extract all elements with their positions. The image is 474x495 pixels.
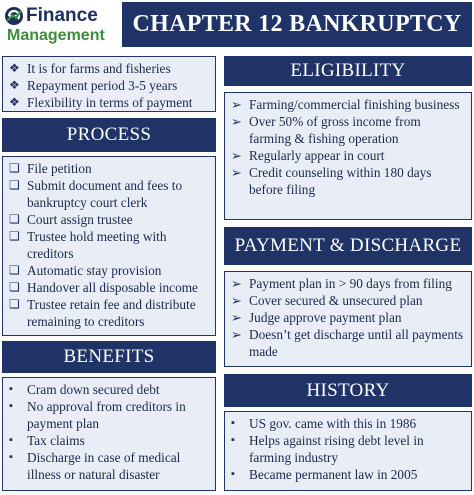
process-list xyxy=(9,160,209,330)
list-item-text: No approval from creditors in payment plan xyxy=(27,399,186,431)
list-item xyxy=(9,177,209,211)
list-item-text: Trustee hold meeting with creditors xyxy=(27,229,167,261)
list-item-text: File petition xyxy=(27,161,92,176)
list-item-text: Doesn’t get discharge until all payments made xyxy=(249,327,464,359)
list-item xyxy=(231,326,465,360)
list-item-text: Regularly appear in court xyxy=(249,148,385,163)
list-item xyxy=(231,432,465,466)
list-item-text: Discharge in case of medical illness or natural disaster xyxy=(27,450,181,482)
checkbox-bullet-icon: ❑ xyxy=(9,263,20,277)
list-item-text: Handover all disposable income xyxy=(27,280,198,295)
square-bullet-icon: ▪ xyxy=(231,417,235,429)
list-item xyxy=(231,113,465,147)
list-item-text: Farming/commercial finishing business xyxy=(249,97,460,112)
square-bullet-icon: ▪ xyxy=(9,434,13,446)
list-item xyxy=(9,279,209,296)
eligibility-heading: ELIGIBILITY xyxy=(224,56,472,86)
list-item-text: Automatic stay provision xyxy=(27,263,162,278)
benefits-list xyxy=(9,381,209,483)
list-item xyxy=(9,262,209,279)
list-item-text: Payment plan in > 90 days from filing xyxy=(249,276,452,291)
finance-management-logo xyxy=(0,0,120,48)
intro-list xyxy=(9,60,209,111)
eligibility-list xyxy=(231,96,465,198)
list-item xyxy=(231,415,465,432)
history-heading: HISTORY xyxy=(224,374,472,407)
list-item xyxy=(231,466,465,483)
benefits-box xyxy=(2,377,216,491)
arrow-bullet-icon: ➢ xyxy=(231,276,242,291)
arrow-bullet-icon: ➢ xyxy=(231,293,242,308)
list-item xyxy=(231,292,465,309)
checkbox-bullet-icon: ❑ xyxy=(9,178,20,192)
list-item xyxy=(9,449,209,483)
checkbox-bullet-icon: ❑ xyxy=(9,229,20,243)
payment-discharge-list xyxy=(231,275,465,360)
list-item xyxy=(9,381,209,398)
list-item-text: Credit counseling within 180 days before filing xyxy=(249,165,432,197)
list-item xyxy=(231,309,465,326)
diamond-bullet-icon: ❖ xyxy=(9,61,20,75)
list-item xyxy=(231,96,465,113)
list-item xyxy=(231,164,465,198)
arrow-bullet-icon: ➢ xyxy=(231,165,242,180)
checkbox-bullet-icon: ❑ xyxy=(9,212,20,226)
arrow-bullet-icon: ➢ xyxy=(231,114,242,129)
square-bullet-icon: ▪ xyxy=(231,468,235,480)
list-item-text: US gov. came with this in 1986 xyxy=(249,416,417,431)
list-item-text: Helps against rising debt level in farming industry xyxy=(249,433,424,465)
square-bullet-icon: ▪ xyxy=(9,383,13,395)
diamond-bullet-icon: ❖ xyxy=(9,95,20,109)
square-bullet-icon: ▪ xyxy=(9,451,13,463)
page-title: CHAPTER 12 BANKRUPTCY xyxy=(122,2,472,47)
benefits-heading: BENEFITS xyxy=(2,341,216,373)
square-bullet-icon: ▪ xyxy=(231,434,235,446)
list-item-text: Tax claims xyxy=(27,433,85,448)
list-item xyxy=(9,398,209,432)
process-heading: PROCESS xyxy=(2,118,216,152)
list-item-text: Court assign trustee xyxy=(27,212,133,227)
history-box xyxy=(224,411,472,491)
square-bullet-icon: ▪ xyxy=(9,400,13,412)
list-item-text: Repayment period 3-5 years xyxy=(27,78,178,93)
payment-discharge-box xyxy=(224,271,472,367)
logo-text-management: Management xyxy=(7,27,105,44)
list-item xyxy=(9,211,209,228)
list-item-text: Became permanent law in 2005 xyxy=(249,467,418,482)
arrow-bullet-icon: ➢ xyxy=(231,310,242,325)
list-item-text: Flexibility in terms of payment xyxy=(27,95,193,110)
process-box xyxy=(2,156,216,336)
list-item-text: Judge approve payment plan xyxy=(249,310,402,325)
list-item-text: Cram down secured debt xyxy=(27,382,160,397)
list-item-text: Cover secured & unsecured plan xyxy=(249,293,423,308)
checkbox-bullet-icon: ❑ xyxy=(9,280,20,294)
eligibility-box xyxy=(224,92,472,220)
payment-discharge-heading: PAYMENT & DISCHARGE xyxy=(224,227,472,265)
logo-text-finance: Finance xyxy=(26,5,98,26)
list-item xyxy=(9,228,209,262)
list-item-text: It is for farms and fisheries xyxy=(27,61,171,76)
logo-e-icon xyxy=(4,6,24,26)
list-item xyxy=(9,432,209,449)
list-item xyxy=(9,160,209,177)
list-item-text: Trustee retain fee and distribute remaining to creditors xyxy=(27,297,196,329)
history-list xyxy=(231,415,465,483)
checkbox-bullet-icon: ❑ xyxy=(9,297,20,311)
arrow-bullet-icon: ➢ xyxy=(231,327,242,342)
checkbox-bullet-icon: ❑ xyxy=(9,161,20,175)
list-item xyxy=(9,296,209,330)
list-item-text: Over 50% of gross income from farming & fishing operation xyxy=(249,114,421,146)
arrow-bullet-icon: ➢ xyxy=(231,97,242,112)
intro-box xyxy=(2,56,216,112)
list-item xyxy=(231,275,465,292)
diamond-bullet-icon: ❖ xyxy=(9,78,20,92)
list-item xyxy=(9,94,209,111)
list-item-text: Submit document and fees to bankruptcy court clerk xyxy=(27,178,183,210)
list-item xyxy=(9,60,209,77)
list-item xyxy=(9,77,209,94)
list-item xyxy=(231,147,465,164)
arrow-bullet-icon: ➢ xyxy=(231,148,242,163)
